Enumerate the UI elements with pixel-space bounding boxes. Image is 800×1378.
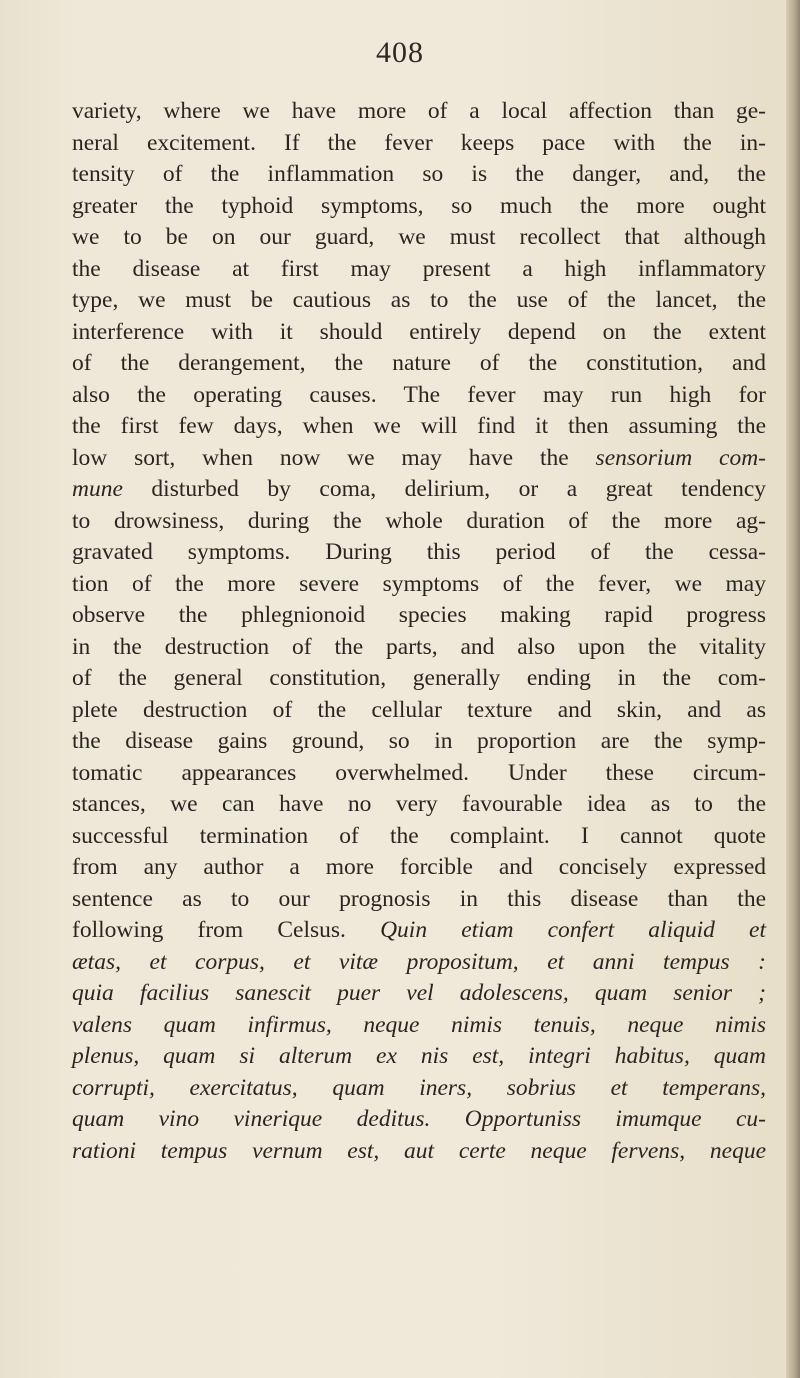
body-text — [72, 96, 766, 1167]
italic-text: mune — [72, 476, 123, 502]
text-line — [72, 884, 766, 916]
text-line — [72, 128, 766, 160]
roman-text: from any author a more forcible and concisely expressed — [72, 854, 766, 880]
roman-text: observe the phlegnionoid species making rapid progress — [72, 602, 766, 628]
roman-text: disturbed by coma, delirium, or a great tendency — [122, 476, 766, 502]
roman-text: interference with it should entirely depend on the extent — [72, 318, 766, 345]
roman-text: variety, where we have more of a local affection than ge- — [72, 98, 766, 124]
text-line — [72, 1136, 766, 1168]
text-line — [72, 443, 766, 475]
text-line — [72, 695, 766, 727]
text-line — [72, 1041, 766, 1073]
text-line — [72, 915, 766, 947]
roman-text: tion of the more severe symptoms of the fever, we may — [72, 570, 766, 597]
text-line — [72, 569, 766, 601]
italic-text: corrupti, exercitatus, quam iners, sobrius et temperans, — [72, 1074, 766, 1101]
text-line — [72, 789, 766, 821]
text-line — [72, 1104, 766, 1136]
text-line — [72, 474, 766, 506]
italic-text: valens quam infirmus, neque nimis tenuis, neque nimis — [72, 1011, 766, 1038]
roman-text: in the destruction of the parts, and also upon the vitality — [72, 633, 766, 660]
italic-text: Quin etiam confert aliquid et — [380, 917, 766, 943]
text-line — [72, 222, 766, 254]
roman-text: of the general constitution, generally ending in the com- — [72, 665, 766, 691]
text-line — [72, 632, 766, 664]
text-line — [72, 411, 766, 443]
text-line — [72, 537, 766, 569]
text-line — [72, 317, 766, 349]
italic-text: sensorium com- — [595, 444, 766, 471]
roman-text: sentence as to our prognosis in this disease than the — [72, 885, 766, 912]
roman-text: plete destruction of the cellular texture and skin, and as — [72, 696, 766, 723]
italic-text: plenus, quam si alterum ex nis est, integri habitus, quam — [72, 1043, 766, 1069]
roman-text: tensity of the inflammation so is the danger, and, the — [72, 161, 766, 187]
text-line — [72, 978, 766, 1010]
text-line — [72, 758, 766, 790]
text-line — [72, 1010, 766, 1042]
roman-text: the disease at first may present a high inflammatory — [72, 255, 766, 282]
page-number: 408 — [376, 36, 424, 69]
text-line — [72, 380, 766, 412]
roman-text: type, we must be cautious as to the use of the lancet, the — [72, 287, 766, 313]
italic-text: quam vino vinerique deditus. Opportuniss imumque cu- — [72, 1106, 766, 1132]
text-line — [72, 506, 766, 538]
text-line — [72, 663, 766, 695]
text-line — [72, 285, 766, 317]
text-line — [72, 600, 766, 632]
text-line — [72, 96, 766, 128]
text-line — [72, 254, 766, 286]
text-line — [72, 348, 766, 380]
page-edge — [786, 0, 800, 1378]
roman-text: to drowsiness, during the whole duration of the more ag- — [72, 507, 766, 534]
italic-text: quia facilius sanescit puer vel adolescens, quam senior ; — [72, 980, 766, 1006]
roman-text: successful termination of the complaint. I cannot quote — [72, 822, 766, 849]
roman-text: also the operating causes. The fever may run high for — [72, 381, 766, 408]
roman-text: we to be on our guard, we must recollect that although — [72, 224, 766, 250]
text-line — [72, 191, 766, 223]
text-line — [72, 947, 766, 979]
roman-text: greater the typhoid symptoms, so much the more ought — [72, 192, 766, 219]
roman-text: neral excitement. If the fever keeps pace with the in- — [72, 129, 766, 156]
text-line — [72, 159, 766, 191]
roman-text: the first few days, when we will find it then assuming the — [72, 413, 766, 439]
italic-text: ætas, et corpus, et vitæ propositum, et anni tempus : — [72, 948, 766, 975]
roman-text: gravated symptoms. During this period of the cessa- — [72, 539, 766, 565]
roman-text: the disease gains ground, so in proportion are the symp- — [72, 728, 766, 754]
roman-text: of the derangement, the nature of the constitution, and — [72, 350, 766, 376]
roman-text: tomatic appearances overwhelmed. Under these circum- — [72, 759, 766, 786]
text-line — [72, 726, 766, 758]
text-line — [72, 852, 766, 884]
roman-text: following from Celsus. — [72, 917, 381, 943]
italic-text: rationi tempus vernum est, aut certe neque fervens, neque — [72, 1137, 766, 1164]
text-line — [72, 1073, 766, 1105]
roman-text: low sort, when now we may have the — [72, 444, 596, 471]
roman-text: stances, we can have no very favourable idea as to the — [72, 791, 766, 817]
text-line — [72, 821, 766, 853]
